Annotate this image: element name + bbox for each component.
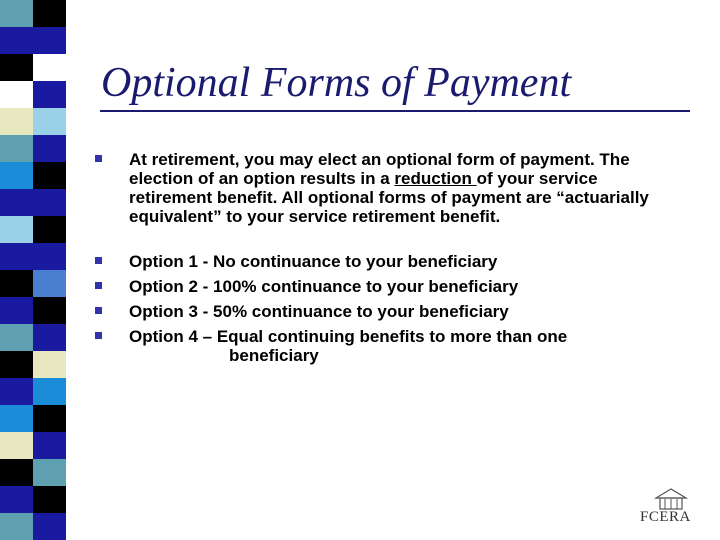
- logo-text: FCERA: [640, 509, 691, 525]
- title-divider: [100, 110, 690, 112]
- bullet-item-option-4: [115, 327, 685, 365]
- bullet-text-part: At retirement, you may elect an optional form of payment. The election of an option results in a: [129, 150, 630, 188]
- square-bullet-icon: [95, 282, 102, 289]
- bullet-item-option-3: [115, 302, 685, 321]
- square-bullet-icon: [95, 155, 102, 162]
- fcera-logo: [640, 488, 702, 528]
- bullet-continuation: beneficiary: [229, 346, 319, 365]
- bullet-item-intro: [115, 150, 685, 226]
- bullet-text: Option 4 – Equal continuing benefits to more than one: [129, 327, 568, 346]
- square-bullet-icon: [95, 307, 102, 314]
- underlined-text: reduction: [394, 169, 477, 188]
- square-bullet-icon: [95, 332, 102, 339]
- bullet-item-option-2: [115, 277, 685, 296]
- decorative-side-strip: [0, 0, 66, 540]
- slide-title: Optional Forms of Payment: [101, 60, 572, 106]
- bullet-item-option-1: [115, 252, 685, 271]
- house-logo-icon: [654, 488, 688, 510]
- bullet-text: Option 3 - 50% continuance to your beneficiary: [129, 302, 509, 321]
- bullet-text: Option 2 - 100% continuance to your beneficiary: [129, 277, 519, 296]
- square-bullet-icon: [95, 257, 102, 264]
- bullet-text-part: of your service retirement benefit. All optional forms of payment are “actuarially equivalent” to your service retirement benefit.: [129, 169, 649, 226]
- bullet-list: [115, 150, 685, 365]
- bullet-text: Option 1 - No continuance to your beneficiary: [129, 252, 498, 271]
